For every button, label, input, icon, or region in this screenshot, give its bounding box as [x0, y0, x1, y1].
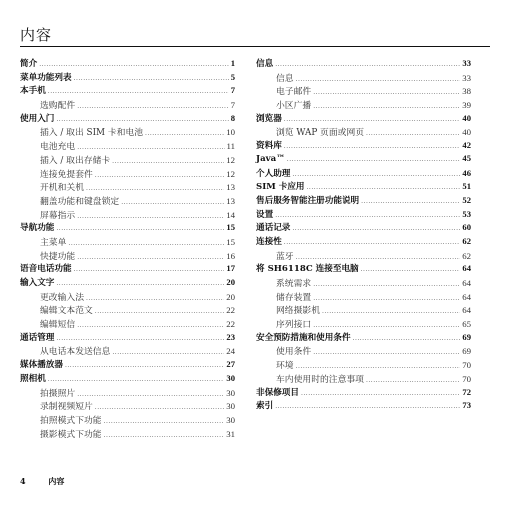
toc-entry-page: 17: [226, 263, 235, 274]
toc-entry-page: 24: [226, 346, 235, 357]
toc-subentry[interactable]: [20, 139, 235, 153]
toc-entry-page: 15: [226, 222, 235, 233]
toc-entry-page: 62: [462, 235, 471, 246]
toc-leader-dots: [287, 154, 461, 164]
toc-entry-label: 菜单功能列表: [20, 72, 72, 83]
toc-entry-page: 64: [462, 263, 471, 274]
toc-entry-label: 本手机: [20, 86, 46, 97]
toc-entry[interactable]: [256, 208, 471, 222]
toc-entry-page: 14: [226, 209, 235, 220]
toc-leader-dots: [77, 389, 224, 399]
toc-leader-dots: [296, 252, 461, 262]
toc-entry-page: 46: [462, 167, 471, 178]
toc-entry-label: 更改输入法: [40, 292, 84, 303]
toc-subentry[interactable]: [20, 98, 235, 112]
toc-entry-label: 使用条件: [276, 347, 312, 358]
toc-entry[interactable]: [256, 399, 471, 413]
toc-entry-label: 导航功能: [20, 223, 55, 234]
toc-entry-label: 连接免提套件: [40, 169, 93, 180]
toc-entry-label: 设置: [256, 209, 274, 220]
toc-entry[interactable]: [20, 112, 235, 126]
toc-subentry[interactable]: [256, 372, 471, 386]
toc-subentry[interactable]: [256, 98, 471, 112]
toc-entry-label: 非保修项目: [256, 387, 299, 398]
toc-entry-page: 22: [226, 305, 235, 316]
toc-entry-label: 插入 / 取出存储卡: [40, 155, 111, 166]
toc-entry[interactable]: [256, 180, 471, 194]
toc-subentry[interactable]: [256, 317, 471, 331]
toc-entry-page: 16: [226, 250, 235, 261]
toc-leader-dots: [284, 114, 461, 124]
toc-entry-label: 语音电话功能: [20, 264, 72, 275]
toc-leader-dots: [292, 169, 460, 179]
toc-entry-page: 30: [226, 387, 235, 398]
toc-entry-label: 开机和关机: [40, 183, 84, 194]
toc-subentry[interactable]: [256, 249, 471, 263]
toc-leader-dots: [77, 101, 228, 111]
toc-subentry[interactable]: [20, 427, 235, 441]
footer-page-number: 4: [20, 476, 26, 486]
toc-entry[interactable]: [20, 84, 235, 98]
toc-entry[interactable]: [20, 221, 235, 235]
toc-leader-dots: [307, 182, 461, 192]
toc-subentry[interactable]: [20, 167, 235, 181]
toc-entry-page: 30: [226, 372, 235, 383]
toc-entry[interactable]: [256, 331, 471, 345]
toc-entry-page: 7: [230, 100, 235, 111]
toc-subentry[interactable]: [20, 290, 235, 304]
toc-leader-dots: [296, 74, 461, 84]
toc-entry-label: 电子邮件: [276, 87, 312, 98]
toc-entry-page: 65: [462, 319, 471, 330]
toc-entry-page: 13: [226, 182, 235, 193]
toc-entry-page: 51: [462, 181, 471, 192]
toc-leader-dots: [301, 388, 460, 398]
toc-entry[interactable]: [256, 235, 471, 249]
toc-leader-dots: [313, 279, 460, 289]
page-title: 内容: [20, 26, 53, 44]
toc-entry-page: 73: [462, 400, 471, 411]
toc-subentry[interactable]: [20, 413, 235, 427]
toc-entry-label: 快捷功能: [40, 251, 76, 262]
toc-entry-label: 屏幕指示: [40, 210, 76, 221]
title-rule: [20, 46, 490, 47]
toc-subentry[interactable]: [20, 194, 235, 208]
page-footer: [20, 476, 64, 487]
toc-entry-label: 简介: [20, 59, 38, 69]
toc-leader-dots: [74, 264, 225, 274]
toc-leader-dots: [48, 86, 229, 96]
toc-leader-dots: [112, 156, 224, 166]
toc-entry-label: 索引: [256, 401, 274, 412]
toc-leader-dots: [275, 401, 460, 411]
toc-entry-label: 照相机: [20, 373, 46, 384]
toc-leader-dots: [56, 278, 224, 288]
toc-subentry[interactable]: [20, 344, 235, 358]
toc-subentry[interactable]: [256, 358, 471, 372]
toc-entry-page: 30: [226, 414, 235, 425]
toc-entry-label: 信息: [276, 73, 294, 84]
toc-right-column: [256, 57, 471, 413]
toc-entry-label: 网络摄影机: [276, 306, 320, 317]
toc-subentry[interactable]: [256, 344, 471, 358]
toc-leader-dots: [353, 333, 461, 343]
toc-entry-page: 42: [462, 140, 471, 151]
toc-leader-dots: [56, 114, 228, 124]
toc-entry-label: 输入文字: [20, 278, 55, 288]
toc-entry-label: 媒体播放器: [20, 360, 63, 371]
toc-entry-page: 23: [226, 331, 235, 342]
toc-entry-label: 插入 / 取出 SIM 卡和电池: [40, 128, 144, 139]
toc-entry-label: 从电话本发送信息: [40, 347, 111, 358]
toc-entry[interactable]: [256, 262, 471, 276]
toc-leader-dots: [77, 320, 224, 330]
toc-entry-page: 13: [226, 195, 235, 206]
toc-entry-label: 翻盖功能和键盘锁定: [40, 196, 120, 207]
toc-entry-page: 30: [226, 401, 235, 412]
toc-leader-dots: [322, 306, 460, 316]
toc-leader-dots: [284, 141, 461, 151]
toc-entry-label: 连接性: [256, 236, 282, 247]
toc-entry-page: 20: [226, 277, 235, 287]
toc-entry[interactable]: [256, 57, 471, 71]
toc-entry-page: 69: [462, 346, 471, 357]
toc-entry[interactable]: [20, 372, 235, 386]
toc-entry-label: 编辑短信: [40, 320, 76, 331]
toc-subentry[interactable]: [256, 84, 471, 98]
toc-entry-label: 系统需求: [276, 279, 312, 289]
toc-entry-label: 安全预防措施和使用条件: [256, 332, 351, 343]
toc-entry[interactable]: [256, 153, 471, 167]
toc-subentry[interactable]: [256, 125, 471, 139]
toc-entry[interactable]: [256, 112, 471, 126]
toc-entry-page: 12: [226, 168, 235, 179]
toc-entry-label: 资料库: [256, 141, 282, 152]
toc-entry-label: 储存装置: [276, 292, 312, 303]
toc-entry[interactable]: [20, 358, 235, 372]
toc-leader-dots: [292, 223, 460, 233]
toc-leader-dots: [74, 73, 229, 83]
toc-subentry[interactable]: [20, 180, 235, 194]
toc-entry-label: 序列接口: [276, 320, 312, 331]
toc-subentry[interactable]: [20, 249, 235, 263]
toc-leader-dots: [366, 128, 460, 138]
toc-leader-dots: [313, 320, 460, 330]
toc-subentry[interactable]: [20, 125, 235, 139]
toc-entry-label: 录制视频短片: [40, 402, 93, 413]
toc-entry-label: 拍摄照片: [40, 388, 76, 399]
toc-entry-page: 64: [462, 305, 471, 316]
toc-leader-dots: [65, 360, 224, 370]
toc-leader-dots: [104, 430, 225, 440]
toc-leader-dots: [313, 101, 460, 111]
toc-entry-page: 60: [462, 222, 471, 233]
toc-entry-page: 15: [226, 236, 235, 247]
toc-leader-dots: [77, 142, 224, 152]
toc-entry-page: 1: [230, 58, 235, 68]
toc-entry[interactable]: [20, 71, 235, 85]
toc-leader-dots: [56, 333, 224, 343]
toc-leader-dots: [361, 264, 461, 274]
toc-entry-label: Java™: [256, 153, 285, 164]
toc-entry-label: 使用入门: [20, 113, 55, 124]
toc-entry-page: 40: [462, 112, 471, 123]
toc-entry-page: 69: [462, 331, 471, 342]
toc-subentry[interactable]: [20, 208, 235, 222]
toc-leader-dots: [104, 416, 225, 426]
toc-entry-page: 8: [230, 112, 235, 123]
toc-entry-page: 12: [226, 154, 235, 165]
toc-entry-page: 45: [462, 152, 471, 163]
toc-leader-dots: [296, 361, 461, 371]
toc-entry-page: 10: [226, 127, 235, 138]
toc-leader-dots: [77, 252, 224, 262]
toc-entry-label: 拍照模式下功能: [40, 415, 102, 426]
toc-entry-label: 浏览 WAP 页面或网页: [276, 128, 365, 139]
toc-entry[interactable]: [20, 331, 235, 345]
toc-subentry[interactable]: [256, 290, 471, 304]
toc-entry-page: 22: [226, 319, 235, 330]
toc-entry-label: SIM 卡应用: [256, 182, 305, 193]
toc-left-column: [20, 57, 235, 440]
toc-entry[interactable]: [20, 57, 235, 71]
toc-entry-page: 64: [462, 278, 471, 288]
toc-entry-label: 通话记录: [256, 223, 291, 234]
toc-subentry[interactable]: [20, 153, 235, 167]
toc-entry-label: 电池充电: [40, 142, 76, 153]
toc-leader-dots: [366, 375, 460, 385]
toc-entry-page: 70: [462, 373, 471, 384]
toc-entry-label: 通话管理: [20, 332, 55, 343]
toc-entry[interactable]: [20, 262, 235, 276]
toc-entry-label: 信息: [256, 59, 274, 69]
toc-entry-label: 浏览器: [256, 113, 282, 124]
toc-entry-page: 53: [462, 208, 471, 219]
toc-leader-dots: [39, 59, 229, 69]
toc-entry-page: 64: [462, 291, 471, 302]
toc-leader-dots: [121, 197, 224, 207]
toc-leader-dots: [145, 128, 224, 138]
toc-entry-label: 选购配件: [40, 101, 76, 112]
toc-subentry[interactable]: [20, 386, 235, 400]
toc-entry-page: 5: [230, 71, 235, 82]
toc-leader-dots: [112, 347, 224, 357]
toc-entry-page: 7: [230, 85, 235, 96]
toc-leader-dots: [95, 306, 224, 316]
toc-leader-dots: [95, 402, 224, 412]
toc-leader-dots: [361, 196, 460, 206]
toc-entry-page: 72: [462, 386, 471, 397]
toc-subentry[interactable]: [20, 399, 235, 413]
toc-leader-dots: [313, 347, 460, 357]
toc-entry[interactable]: [20, 276, 235, 290]
toc-leader-dots: [56, 223, 224, 233]
toc-leader-dots: [275, 59, 460, 69]
toc-entry[interactable]: [256, 194, 471, 208]
toc-leader-dots: [313, 87, 460, 97]
toc-entry-label: 个人助理: [256, 168, 291, 179]
toc-entry-label: 将 SH6118C 连接至电脑: [256, 264, 359, 275]
toc-entry-page: 33: [462, 58, 471, 68]
toc-leader-dots: [48, 374, 225, 384]
toc-leader-dots: [77, 211, 224, 221]
toc-entry-label: 主菜单: [40, 237, 67, 248]
toc-entry-page: 11: [226, 141, 235, 152]
toc-subentry[interactable]: [256, 71, 471, 85]
toc-leader-dots: [275, 210, 460, 220]
toc-entry[interactable]: [256, 221, 471, 235]
footer-section-name: 内容: [48, 476, 65, 486]
toc-entry-page: 70: [462, 360, 471, 371]
toc-entry[interactable]: [256, 386, 471, 400]
toc-subentry[interactable]: [20, 235, 235, 249]
toc-entry-label: 编辑文本范文: [40, 306, 93, 317]
toc-entry[interactable]: [256, 139, 471, 153]
toc-entry-page: 27: [226, 359, 235, 370]
toc-entry-page: 31: [226, 428, 235, 439]
toc-leader-dots: [284, 237, 461, 247]
toc-entry-page: 38: [462, 86, 471, 97]
toc-leader-dots: [313, 293, 460, 303]
toc-entry-page: 62: [462, 250, 471, 261]
toc-entry-page: 33: [462, 72, 471, 83]
toc-subentry[interactable]: [256, 276, 471, 290]
toc-leader-dots: [86, 183, 224, 193]
toc-entry-label: 车内使用时的注意事项: [276, 374, 364, 385]
toc-entry-page: 39: [462, 100, 471, 111]
toc-leader-dots: [86, 293, 224, 303]
toc-subentry[interactable]: [20, 317, 235, 331]
toc-entry-label: 小区广播: [276, 101, 312, 112]
toc-entry-page: 40: [462, 127, 471, 138]
toc-entry-label: 售后服务智能注册功能说明: [256, 195, 360, 206]
toc-entry-label: 摄影模式下功能: [40, 429, 102, 440]
toc-entry-label: 蓝牙: [276, 251, 294, 262]
toc-subentry[interactable]: [20, 303, 235, 317]
toc-leader-dots: [95, 170, 224, 180]
toc-leader-dots: [68, 238, 224, 248]
toc-entry-label: 环境: [276, 361, 294, 372]
toc-subentry[interactable]: [256, 303, 471, 317]
toc-entry-page: 20: [226, 291, 235, 302]
toc-entry[interactable]: [256, 167, 471, 181]
toc-entry-page: 52: [462, 194, 471, 205]
